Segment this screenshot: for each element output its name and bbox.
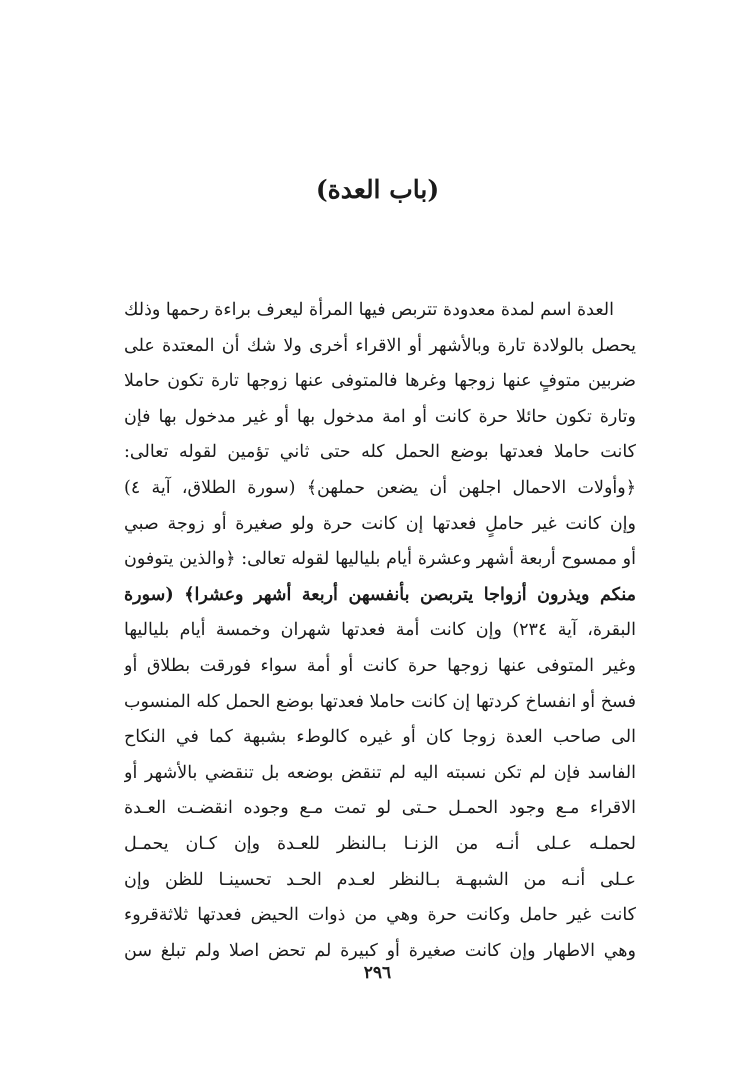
text-line: فسخ أو انفساخ كردتها إن كانت حاملا فعدتها بوضع الحمل كله المنسوب bbox=[124, 691, 636, 712]
text-line: لحملـه عـلى أنـه من الزنـا بـالنظر للعـدة وإن كـان يحمـل bbox=[124, 833, 636, 854]
text-line: وغير المتوفى عنها زوجها حرة كانت أو أمة سواء فورقت بطلاق أو bbox=[124, 655, 636, 676]
text-line: الفاسد فإن لم تكن نسبته اليه لم تنقض بوضعه بل تنقضي بالأشهر أو bbox=[124, 762, 636, 783]
text-line: ضربين متوفٍ عنها زوجها وغرها فالمتوفى عنها زوجها تارة تكون حاملا bbox=[124, 371, 636, 392]
text-line: العدة اسم لمدة معدودة تتربص فيها المرأة ليعرف براءة رحمها وذلك bbox=[124, 300, 614, 320]
page-number: ٢٩٦ bbox=[363, 963, 392, 983]
text-line: الاقراء مـع وجود الحمـل حـتى لو تمت مـع وجوده انقضـت العـدة bbox=[124, 798, 636, 819]
text-line: ﴿وأولات الاحمال اجلهن أن يضعن حملهن﴾ (سورة الطلاق، آية ٤) bbox=[124, 477, 636, 498]
text-line: الى صاحب العدة زوجا كان أو غيره كالوطء بشبهة كما في النكاح bbox=[124, 727, 636, 748]
text-line: البقرة، آية ٢٣٤) وإن كانت أمة فعدتها شهران وخمسة أيام بلياليها bbox=[124, 620, 636, 641]
body-text bbox=[124, 293, 636, 969]
text-line: وتارة تكون حائلا حرة كانت أو امة مدخول بها أو غير مدخول بها فإن bbox=[124, 406, 636, 427]
text-line: عـلى أنـه من الشبهـة بـالنظر لعـدم الحـد تحسينـا للظن وإن bbox=[124, 869, 636, 890]
text-line: وهي الاطهار وإن كانت صغيرة أو كبيرة لم تحض اصلا ولم تبلغ سن bbox=[124, 940, 636, 961]
text-line: أو ممسوح أربعة أشهر وعشرة أيام بلياليها لقوله تعالى: ﴿والذين يتوفون bbox=[124, 549, 636, 570]
text-line: وإن كانت غير حاملٍ فعدتها إن كانت حرة ولو صغيرة أو زوجة صبي bbox=[124, 513, 636, 534]
text-line: يحصل بالولادة تارة وبالأشهر أو الاقراء أخرى ولا شك أن المعتدة على bbox=[124, 335, 636, 356]
text-line: منكم ويذرون أزواجا يتربصن بأنفسهن أربعة أشهر وعشرا﴾ (سورة bbox=[124, 584, 636, 605]
chapter-title: (باب العدة) bbox=[315, 175, 440, 204]
text-line: كانت غير حامل وكانت حرة وهي من ذوات الحيض فعدتها ثلاثةقروء bbox=[124, 905, 636, 926]
text-line: كانت حاملا فعدتها بوضع الحمل كله حتى ثاني تؤمين لقوله تعالى: bbox=[124, 442, 636, 463]
